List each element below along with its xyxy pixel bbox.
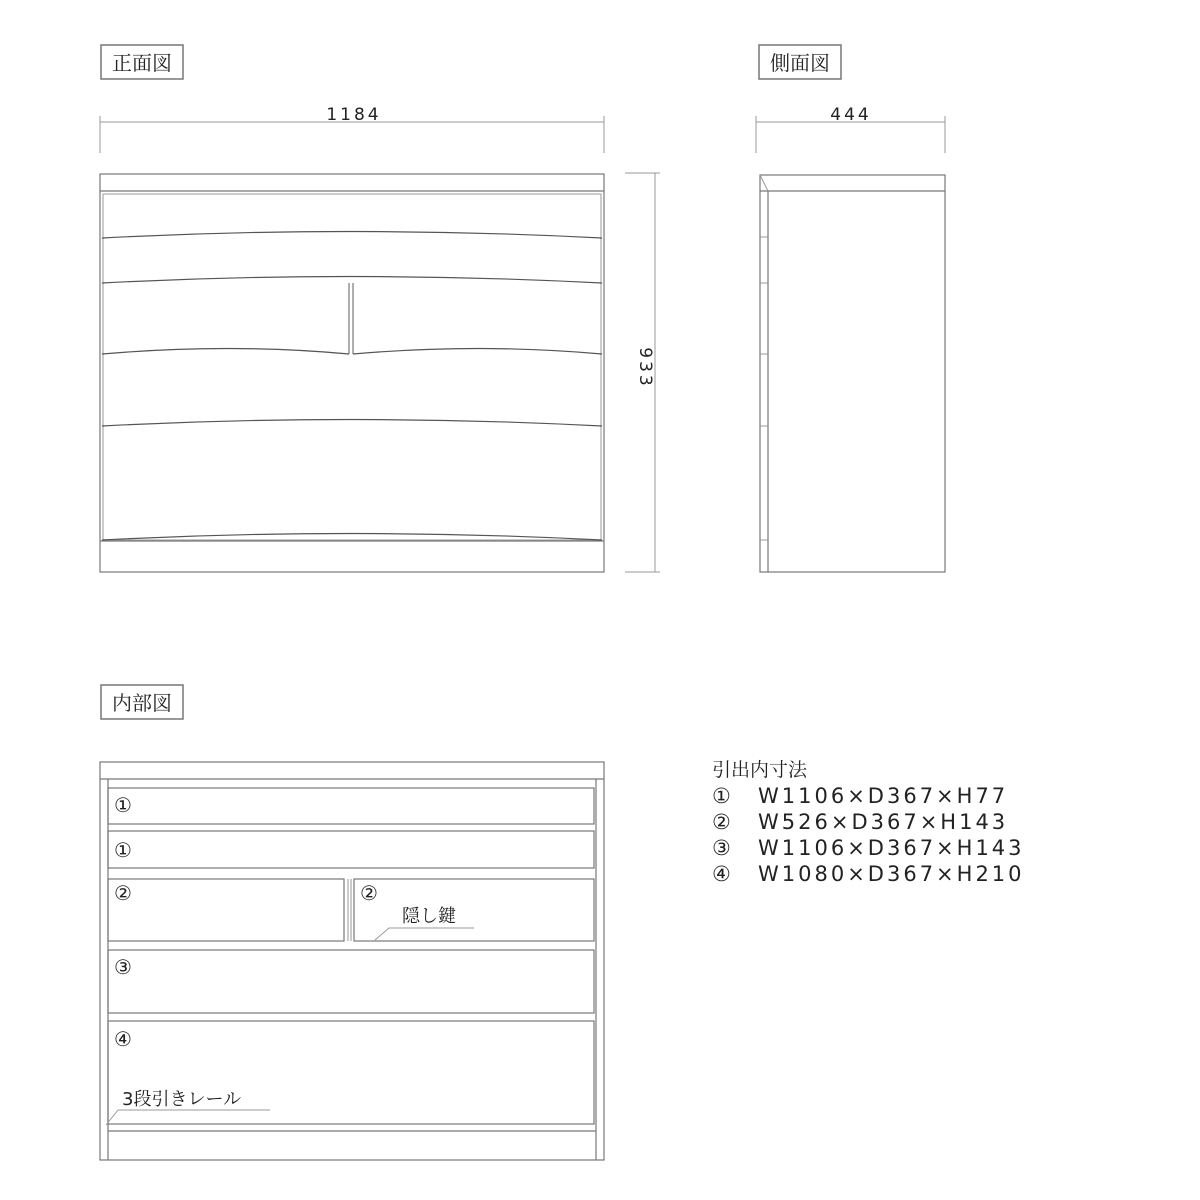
drawer-spec-row [712,809,1025,835]
front-view [100,174,604,572]
interior-view [100,762,604,1160]
drawer-mark: ④ [114,1027,132,1051]
width-dimension [100,105,604,153]
height-dimension-label: 933 [635,347,655,389]
drawer-edge [102,420,602,427]
drawer-edge [102,534,602,541]
drawer-edge [353,349,602,355]
drawer-spec-size: W1106×D367×H77 [758,784,1009,808]
interior-drawer-3a [108,879,344,941]
interior-view-title [101,685,183,719]
drawer-spec-num: ③ [712,836,731,860]
drawer-spec-title: 引出内寸法 [712,759,808,781]
drawer-spec-num: ② [712,810,731,834]
depth-dimension-label: 444 [830,105,872,125]
drawer-mark: ③ [114,955,132,979]
side-view-title-text: 側面図 [770,51,830,75]
drawer-spec-size: W526×D367×H143 [758,810,1009,834]
drawer-edge [102,277,602,284]
hidden-lock-callout [375,906,474,940]
drawer-spec-size: W1106×D367×H143 [758,836,1025,860]
drawer-mark: ② [114,881,132,905]
drawer-mark: ① [114,838,132,862]
rail-callout [106,1089,270,1125]
drawer-edge [102,232,602,239]
front-view-title [101,45,183,79]
rail-label: 3段引きレール [122,1089,242,1110]
interior-drawer-2 [108,831,594,868]
side-view-title [759,45,841,79]
drawer-spec-size: W1080×D367×H210 [758,862,1025,886]
front-view-title-text: 正面図 [112,51,172,75]
drawer-mark: ② [360,881,378,905]
drawer-spec-num: ① [712,784,731,808]
interior-drawer-3b [354,879,594,941]
drawer-spec-row [712,861,1025,887]
width-dimension-label: 1184 [326,105,382,125]
interior-view-title-text: 内部図 [112,691,172,715]
drawer-spec [712,757,1025,887]
drawer-mark: ① [114,793,132,817]
side-view [760,175,945,572]
drawer-edge [102,349,349,355]
drawer-spec-num: ④ [712,862,731,886]
interior-drawer-1 [108,788,594,824]
interior-drawer-4 [108,950,594,1013]
drawer-spec-row [712,783,1025,809]
drawer-spec-row [712,835,1025,861]
depth-dimension [756,105,945,153]
hidden-lock-label: 隠し鍵 [402,906,456,927]
height-dimension [625,173,660,572]
